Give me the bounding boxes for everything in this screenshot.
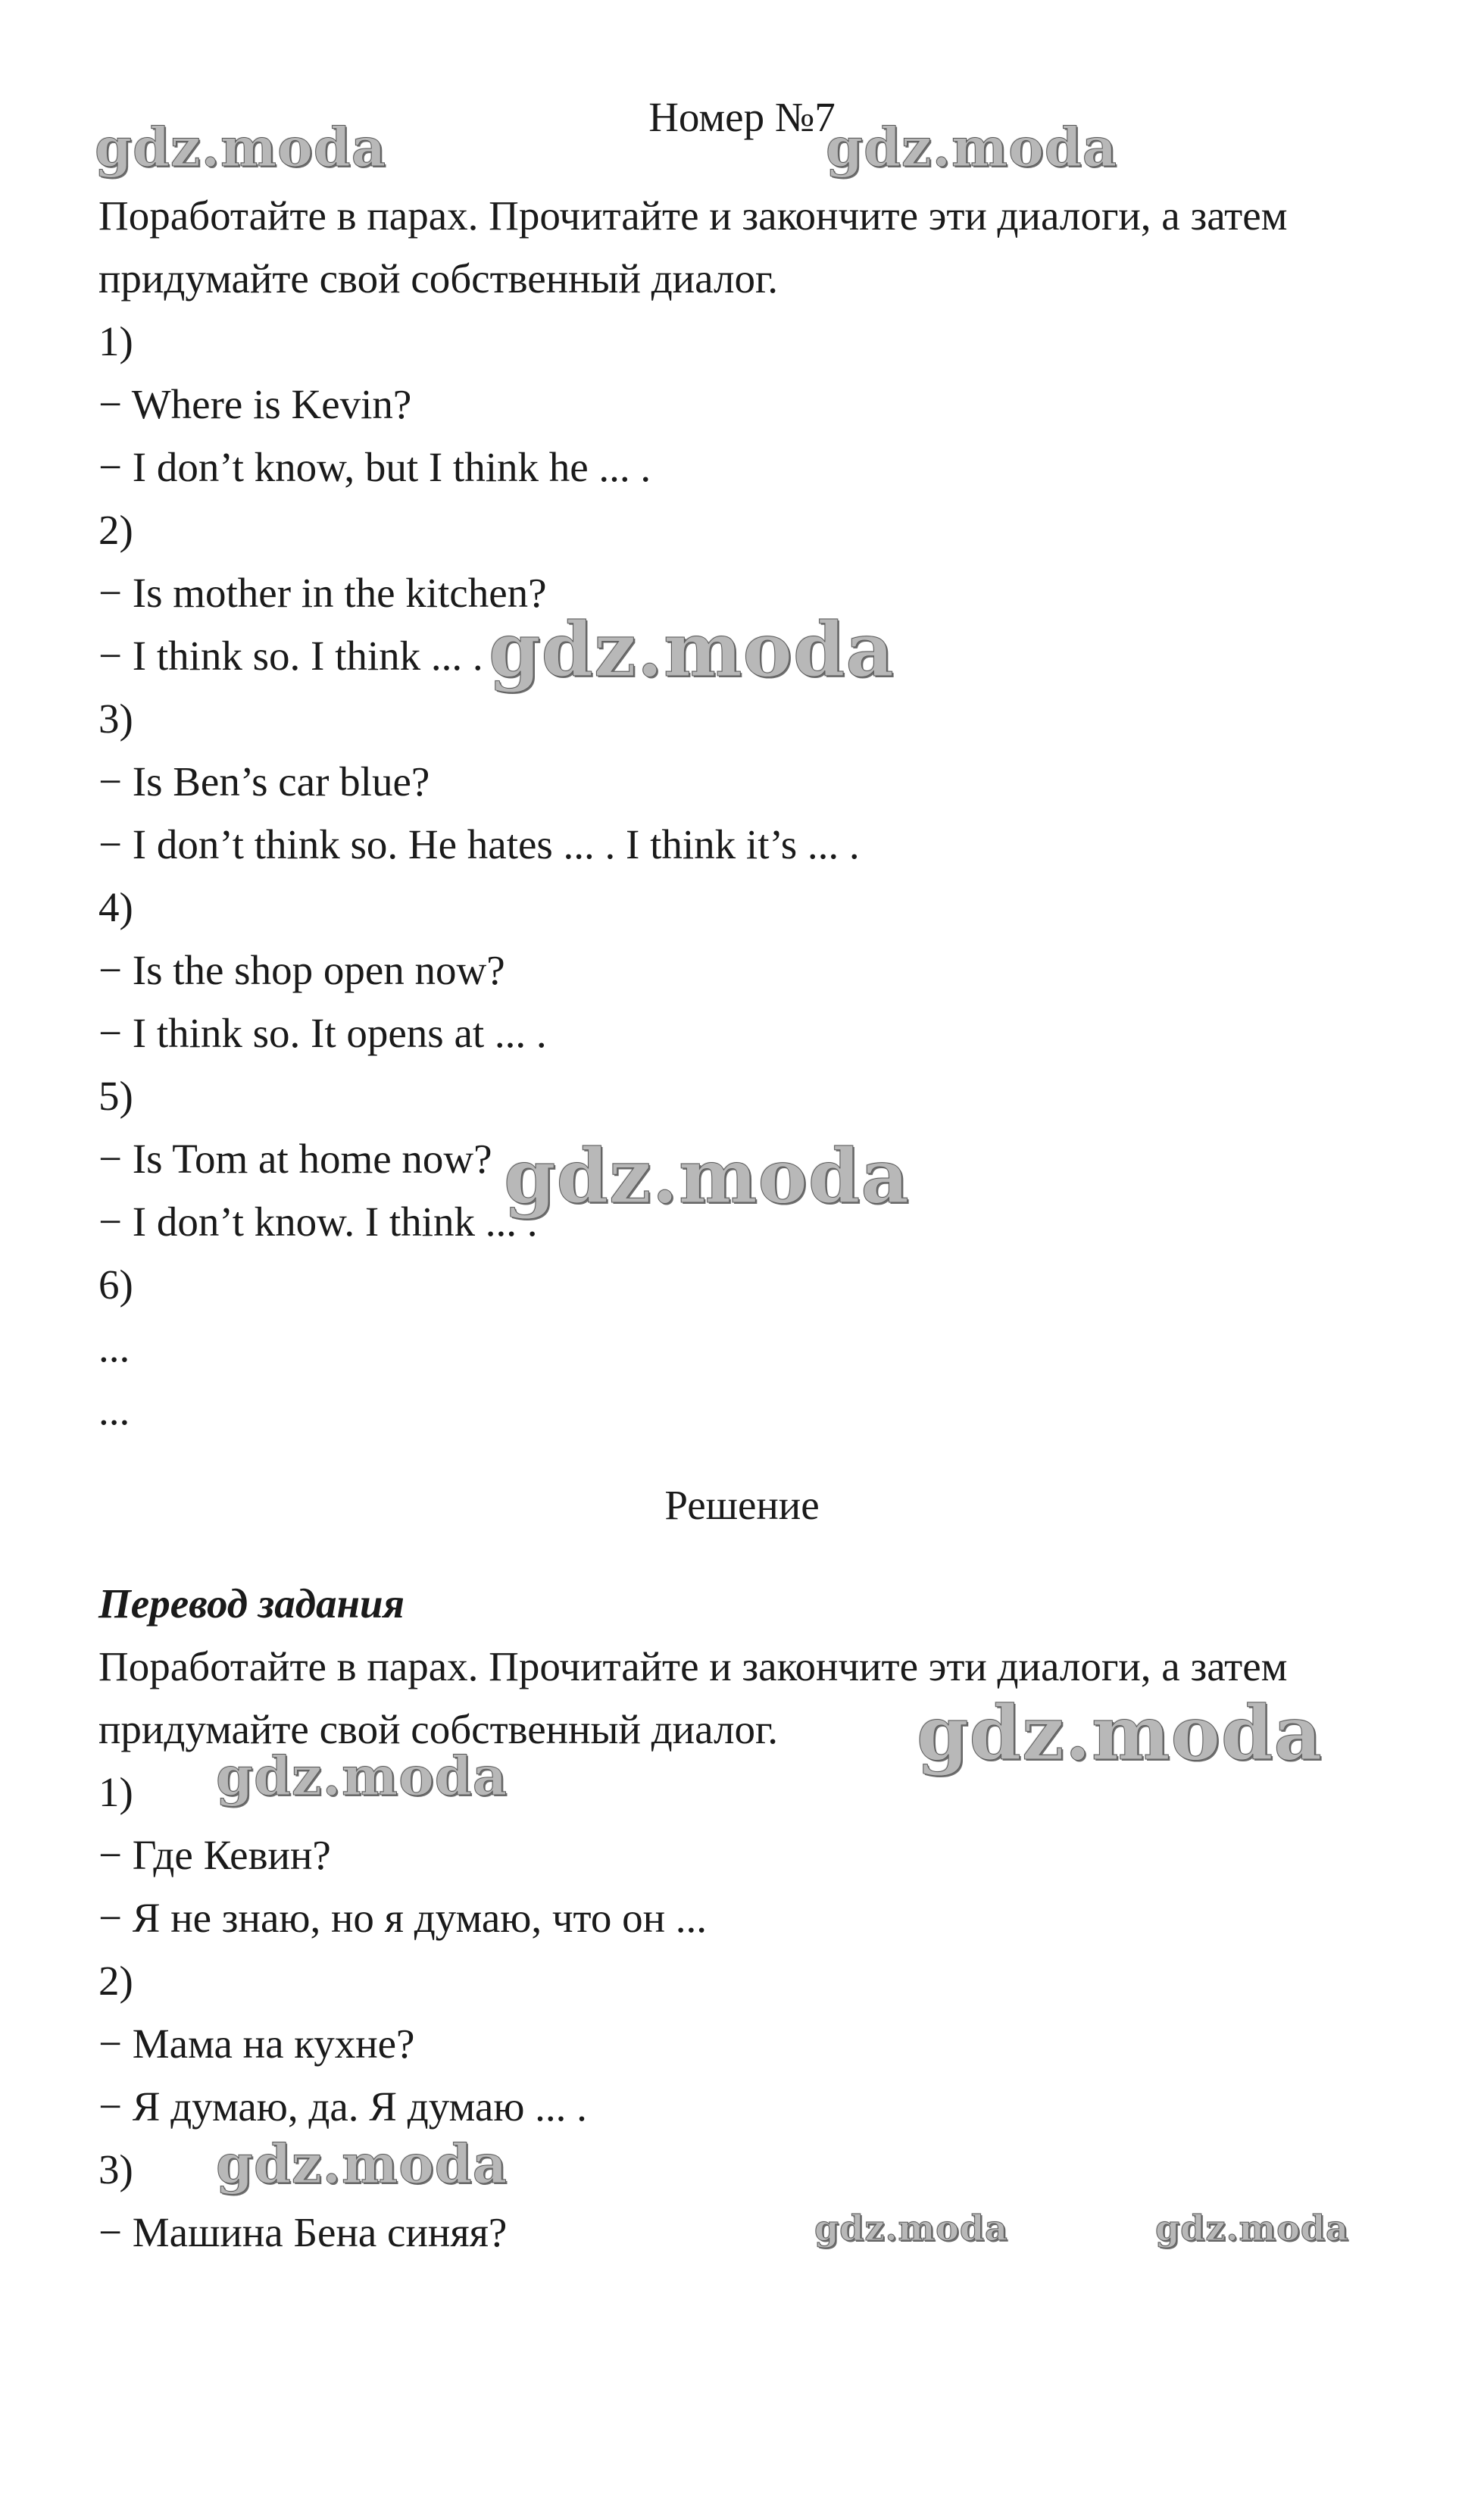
solution-line: 1) <box>98 1769 133 1815</box>
task-line: 2) <box>98 507 133 553</box>
page-title: Номер №7 <box>648 94 836 140</box>
task-instruction-line2: придумайте свой собственный диалог. <box>98 255 779 302</box>
watermark-logo: gdz.moda <box>917 1690 1323 1777</box>
solution-line: − Мама на кухне? <box>98 2021 415 2067</box>
solution-line: 3) <box>98 2146 133 2192</box>
watermark-logo: gdz.moda <box>216 2133 508 2196</box>
task-line: 5) <box>98 1073 133 1119</box>
task-line: − Is Tom at home now? <box>98 1136 492 1182</box>
task-line: 1) <box>98 318 133 364</box>
solution-subheading: Перевод задания <box>98 1580 405 1627</box>
task-line: 6) <box>98 1261 133 1308</box>
solution-instruction-line2: придумайте свой собственный диалог. <box>98 1706 779 1752</box>
task-instruction-line1: Поработайте в парах. Прочитайте и закончите эти диалоги, а затем <box>98 192 1288 239</box>
solution-heading: Решение <box>664 1482 820 1528</box>
task-line: − Is the shop open now? <box>98 947 505 993</box>
task-line: − I think so. I think ... . <box>98 633 483 679</box>
task-line: − I think so. It opens at ... . <box>98 1010 547 1056</box>
solution-instruction-line1: Поработайте в парах. Прочитайте и закончите эти диалоги, а затем <box>98 1643 1288 1689</box>
watermark-logo: gdz.moda <box>489 607 895 694</box>
watermark-logo: gdz.moda <box>95 116 387 179</box>
task-line: ... <box>98 1387 130 1433</box>
task-line: − Is Ben’s car blue? <box>98 758 430 805</box>
watermark-logo: gdz.moda <box>826 116 1118 179</box>
solution-line: − Я не знаю, но я думаю, что он ... <box>98 1895 708 1941</box>
task-line: − Is mother in the kitchen? <box>98 570 547 616</box>
task-line: − I don’t know, but I think he ... . <box>98 444 651 490</box>
task-line: − Where is Kevin? <box>98 381 412 427</box>
solution-line: 2) <box>98 1958 133 2004</box>
solution-line: − Где Кевин? <box>98 1832 331 1878</box>
task-line: 4) <box>98 884 133 930</box>
task-line: − I don’t think so. He hates ... . I think it’s ... . <box>98 821 860 867</box>
task-line: 3) <box>98 695 133 742</box>
task-line: − I don’t know. I think ... . <box>98 1199 538 1245</box>
watermark-logo: gdz.moda <box>814 2208 1008 2249</box>
solution-line: − Машина Бена синяя? <box>98 2209 508 2255</box>
watermark-logo: gdz.moda <box>504 1133 910 1220</box>
solution-line: − Я думаю, да. Я думаю ... . <box>98 2083 587 2130</box>
watermark-logo: gdz.moda <box>216 1745 508 1808</box>
task-line: ... <box>98 1324 130 1370</box>
watermark-logo: gdz.moda <box>1155 2208 1349 2249</box>
